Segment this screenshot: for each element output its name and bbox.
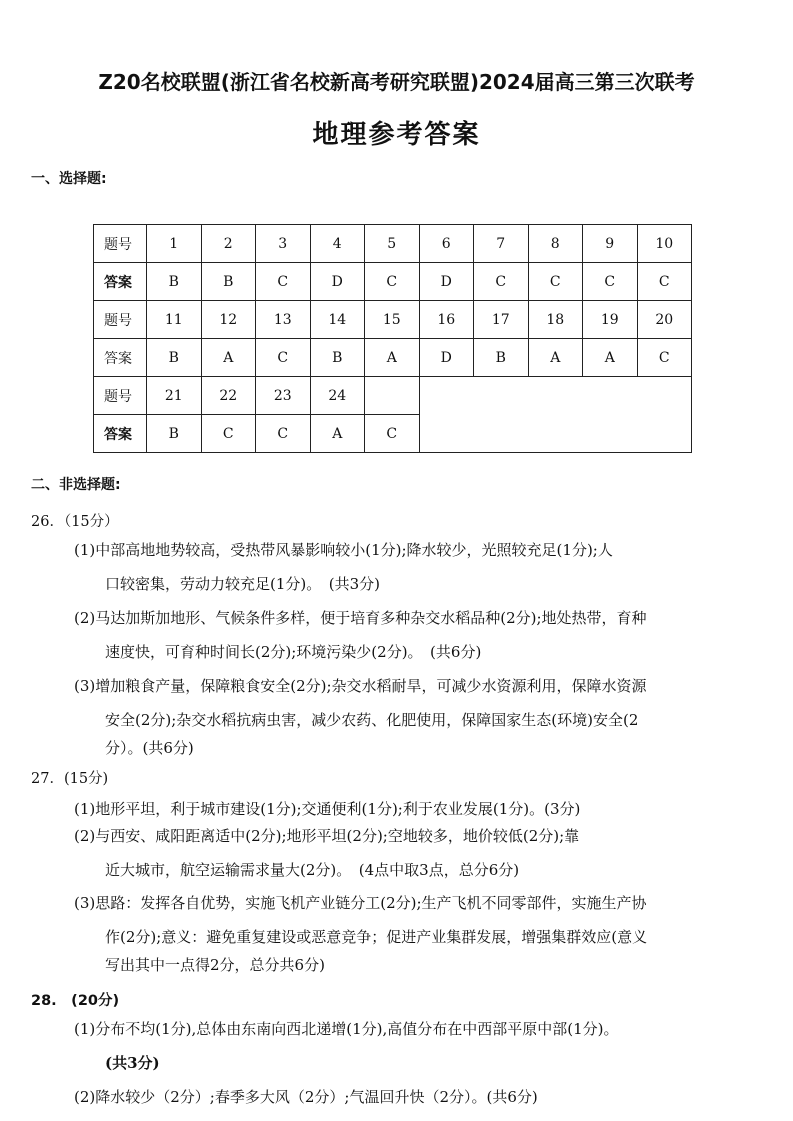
question-27-heading: 27．(15分)	[31, 771, 109, 787]
question-number: 2	[201, 225, 256, 263]
question-number: 15	[365, 301, 420, 339]
question-27-answer-3	[74, 887, 760, 976]
answer-cell: C	[365, 263, 420, 301]
question-number: 6	[419, 225, 474, 263]
question-number: 22	[201, 377, 256, 415]
label-answer: 答案	[94, 339, 147, 377]
answer-cell: A	[310, 415, 365, 453]
question-28-answer-1	[74, 1013, 760, 1080]
answer-cell: C	[528, 263, 583, 301]
answer-line: 速度快，可育种时间长(2分);环境污染少(2分)。 (共6分)	[105, 642, 482, 661]
answer-line: (1)地形平坦，利于城市建设(1分);交通便利(1分);利于农业发展(1分)。(3分)	[74, 800, 581, 818]
question-number: 9	[583, 225, 638, 263]
question-26-answer-2	[74, 602, 760, 669]
question-number: 12	[201, 301, 256, 339]
answer-line: 近大城市，航空运输需求量大(2分)。 (4点中取3点，总分6分)	[105, 860, 520, 879]
question-number: 5	[365, 225, 420, 263]
empty-cell	[365, 377, 420, 415]
question-number: 7	[474, 225, 529, 263]
question-number: 17	[474, 301, 529, 339]
table-row	[94, 225, 692, 263]
answer-cell: C	[256, 263, 311, 301]
section-heading-choice: 一、选择题:	[31, 171, 107, 187]
label-question: 题号	[94, 377, 147, 415]
answer-table	[93, 224, 692, 453]
answer-cell: C	[201, 415, 256, 453]
answer-line: (2)马达加斯加地形、气候条件多样，便于培育多种杂交水稻品种(2分);地处热带，育种	[74, 609, 647, 627]
label-answer: 答案	[94, 415, 147, 453]
question-number: 19	[583, 301, 638, 339]
answer-line: 作(2分);意义：避免重复建设或恶意竞争；促进产业集群发展，增强集群效应(意义	[105, 927, 648, 946]
answer-cell: C	[256, 415, 311, 453]
answer-cell: A	[201, 339, 256, 377]
section-heading-nonchoice: 二、非选择题:	[31, 477, 121, 493]
question-number: 10	[637, 225, 692, 263]
question-27-answer-2	[74, 820, 760, 887]
answer-cell: D	[419, 339, 474, 377]
question-number: 21	[147, 377, 202, 415]
question-26-answer-3	[74, 670, 760, 759]
question-number: 4	[310, 225, 365, 263]
answer-cell: C	[637, 263, 692, 301]
answer-cell: C	[583, 263, 638, 301]
answer-cell: B	[474, 339, 529, 377]
document-title: 地理参考答案	[312, 120, 481, 150]
table-row	[94, 377, 692, 415]
answer-cell: B	[147, 415, 202, 453]
question-number: 20	[637, 301, 692, 339]
table-row	[94, 339, 692, 377]
question-number: 3	[256, 225, 311, 263]
question-number: 11	[147, 301, 202, 339]
answer-line: (1)分布不均(1分),总体由东南向西北递增(1分),高值分布在中西部平原中部(1分)。	[74, 1020, 619, 1038]
answer-line: 写出其中一点得2分，总分共6分)	[105, 956, 325, 974]
answer-line: 口较密集，劳动力较充足(1分)。 (共3分)	[105, 574, 380, 593]
question-28-heading: 28. (20分)	[31, 993, 120, 1009]
answer-line: (共3分)	[105, 1053, 160, 1072]
answer-line: 安全(2分);杂交水稻抗病虫害，减少农药、化肥使用，保障国家生态(环境)安全(2	[105, 710, 639, 729]
label-answer: 答案	[94, 263, 147, 301]
answer-cell: C	[365, 415, 420, 453]
question-number: 18	[528, 301, 583, 339]
question-26-heading: 26．（15分）	[31, 514, 119, 530]
answer-line: (1)中部高地地势较高，受热带风暴影响较小(1分);降水较少，光照较充足(1分);人	[74, 541, 613, 559]
answer-cell: A	[365, 339, 420, 377]
table-row	[94, 301, 692, 339]
answer-cell: B	[147, 339, 202, 377]
question-number: 16	[419, 301, 474, 339]
empty-area	[419, 377, 692, 453]
answer-cell: B	[201, 263, 256, 301]
answer-cell: B	[310, 339, 365, 377]
answer-line: (3)增加粮食产量，保障粮食安全(2分);杂交水稻耐旱，可减少水资源利用，保障水资源	[74, 677, 647, 695]
answer-cell: C	[637, 339, 692, 377]
answer-cell: D	[310, 263, 365, 301]
question-number: 13	[256, 301, 311, 339]
question-number: 1	[147, 225, 202, 263]
question-28-answer-2	[74, 1081, 760, 1115]
label-question: 题号	[94, 301, 147, 339]
answer-line: (2)降水较少（2分）;春季多大风（2分）;气温回升快（2分）。(共6分)	[74, 1088, 538, 1106]
question-number: 23	[256, 377, 311, 415]
question-number: 24	[310, 377, 365, 415]
answer-cell: B	[147, 263, 202, 301]
answer-line: (2)与西安、咸阳距离适中(2分);地形平坦(2分);空地较多，地价较低(2分);靠	[74, 827, 580, 845]
label-question: 题号	[94, 225, 147, 263]
answer-line: (3)思路：发挥各自优势，实施飞机产业链分工(2分);生产飞机不同零部件，实施生产协	[74, 894, 647, 912]
answer-cell: C	[256, 339, 311, 377]
exam-title: Z20名校联盟(浙江省名校新高考研究联盟)2024届高三第三次联考	[98, 70, 695, 94]
answer-cell: D	[419, 263, 474, 301]
question-27-answer-1	[74, 797, 760, 821]
question-26-answer-1	[74, 534, 760, 601]
answer-cell: A	[528, 339, 583, 377]
answer-line: 分）。(共6分)	[105, 739, 194, 757]
answer-cell: A	[583, 339, 638, 377]
answer-cell: C	[474, 263, 529, 301]
question-number: 14	[310, 301, 365, 339]
table-row	[94, 263, 692, 301]
question-number: 8	[528, 225, 583, 263]
